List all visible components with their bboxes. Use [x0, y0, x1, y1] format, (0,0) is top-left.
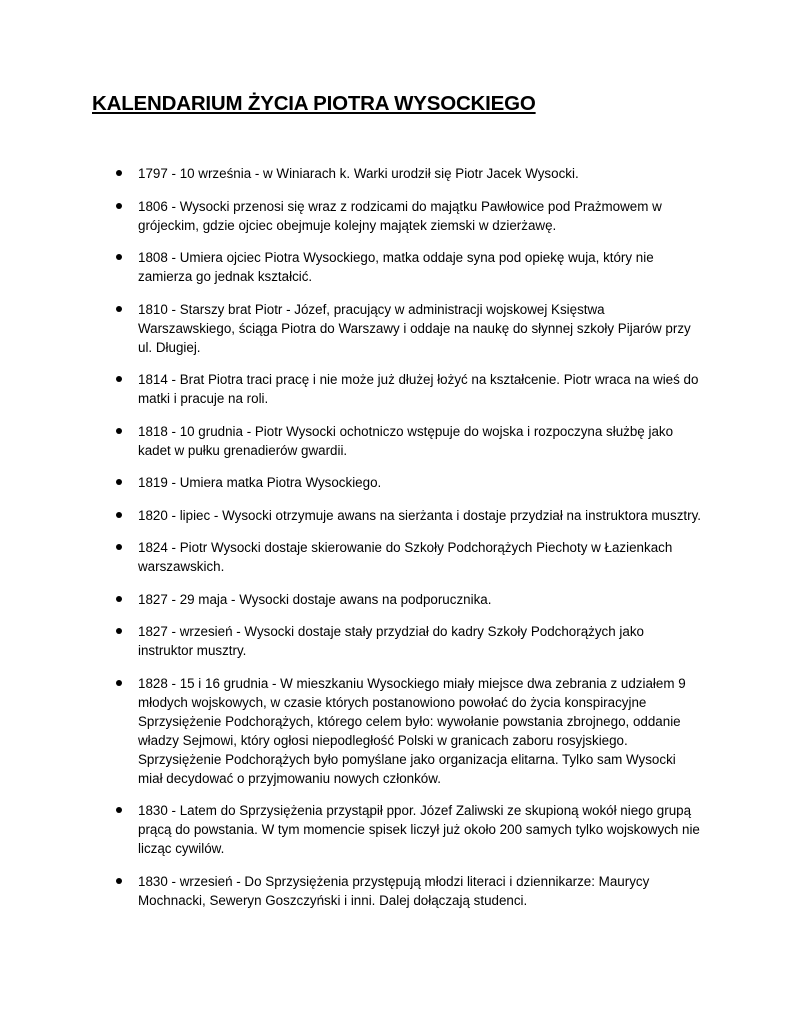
timeline-entry: 1814 - Brat Piotra traci pracę i nie może już dłużej łożyć na kształcenie. Piotr wraca na wieś do matki i pracuje na roli.: [0, 370, 791, 408]
timeline-entry: 1824 - Piotr Wysocki dostaje skierowanie do Szkoły Podchorążych Piechoty w Łazienkach warszawskich.: [0, 538, 791, 576]
timeline-entry: 1820 - lipiec - Wysocki otrzymuje awans na sierżanta i dostaje przydział na instruktora musztry.: [0, 506, 791, 525]
timeline-entry: 1830 - wrzesień - Do Sprzysiężenia przystępują młodzi literaci i dziennikarze: Maurycy Mochnacki, Seweryn Goszczyński i inni. Dalej dołączają studenci.: [0, 872, 791, 910]
timeline-list: [0, 164, 791, 923]
timeline-entry: 1830 - Latem do Sprzysiężenia przystąpił ppor. Józef Zaliwski ze skupioną wokół niego grupą prącą do powstania. W tym momencie spisek liczył już około 200 samych tylko wojskowych nie licząc cywilów.: [0, 801, 791, 858]
timeline-entry: 1828 - 15 i 16 grudnia - W mieszkaniu Wysockiego miały miejsce dwa zebrania z udziałem 9 młodych wojskowych, w czasie których postanowiono powołać do życia konspiracyjne Sprzysiężenie Podchorążych, którego celem było: wywołanie powstania zbrojnego, oddanie władzy Sejmowi, który ogłosi niepodległość Polski w granicach zaboru rosyjskiego. Sprzysiężenie Podchorążych było pomyślane jako organizacja elitarna. Tylko sam Wysocki miał decydować o przyjmowaniu nowych członków.: [0, 674, 791, 788]
timeline-entry: 1810 - Starszy brat Piotr - Józef, pracujący w administracji wojskowej Księstwa Warszawskiego, ściąga Piotra do Warszawy i oddaje na naukę do słynnej szkoły Pijarów przy ul. Długiej.: [0, 300, 791, 357]
timeline-entry: 1827 - 29 maja - Wysocki dostaje awans na podporucznika.: [0, 590, 791, 609]
timeline-entry: 1808 - Umiera ojciec Piotra Wysockiego, matka oddaje syna pod opiekę wuja, który nie zamierza go jednak kształcić.: [0, 248, 791, 286]
timeline-entry: 1827 - wrzesień - Wysocki dostaje stały przydział do kadry Szkoły Podchorążych jako instruktor musztry.: [0, 622, 791, 660]
timeline-entry: 1819 - Umiera matka Piotra Wysockiego.: [0, 473, 791, 492]
timeline-entry: 1806 - Wysocki przenosi się wraz z rodzicami do majątku Pawłowice pod Prażmowem w grójeckim, gdzie ojciec obejmuje kolejny majątek ziemski w dzierżawę.: [0, 197, 791, 235]
timeline-entry: 1797 - 10 września - w Winiarach k. Warki urodził się Piotr Jacek Wysocki.: [0, 164, 791, 183]
timeline-entry: 1818 - 10 grudnia - Piotr Wysocki ochotniczo wstępuje do wojska i rozpoczyna służbę jako kadet w pułku grenadierów gwardii.: [0, 422, 791, 460]
document-title: KALENDARIUM ŻYCIA PIOTRA WYSOCKIEGO: [92, 92, 536, 115]
